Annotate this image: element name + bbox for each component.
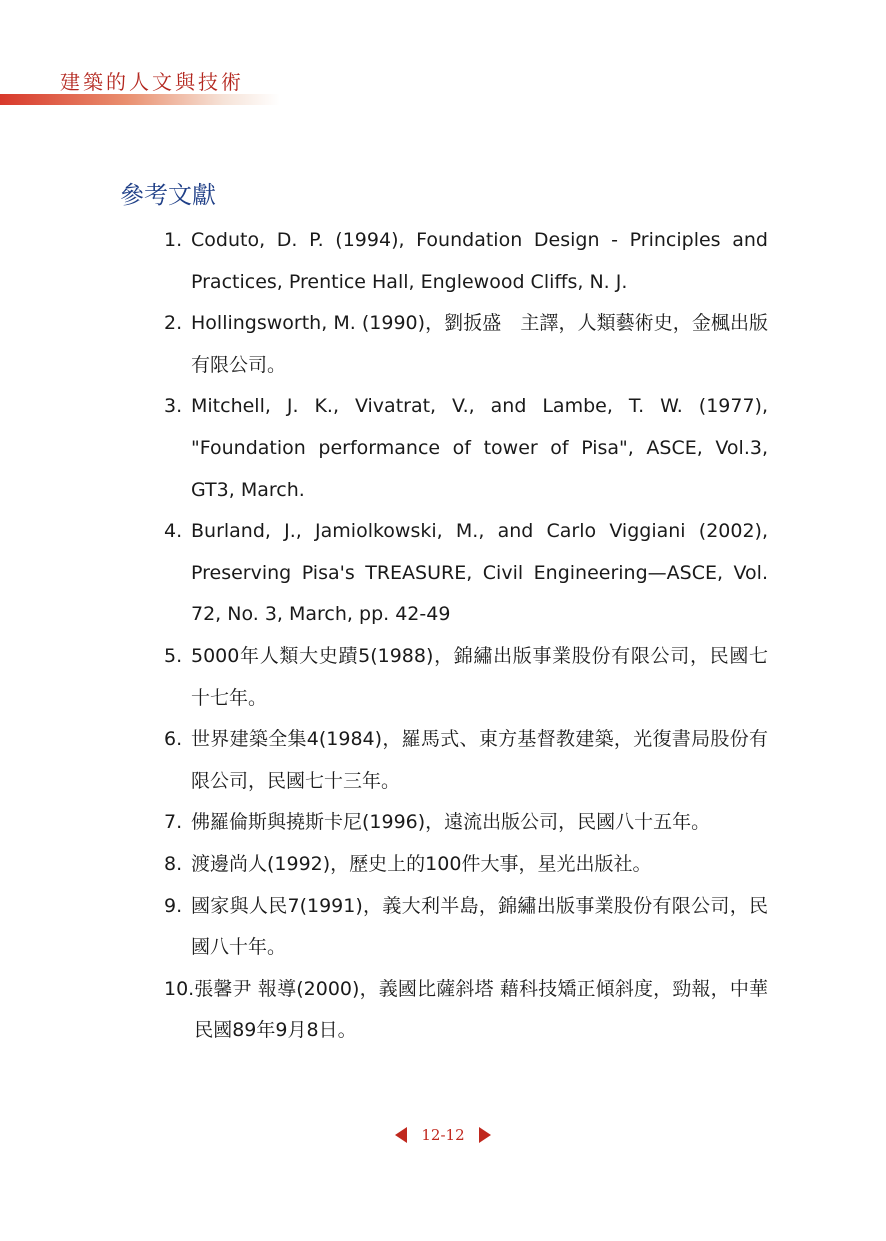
reference-item (164, 386, 768, 511)
reference-number: 3. (164, 395, 183, 418)
reference-number: 2. (164, 312, 183, 335)
reference-number: 6. (164, 728, 183, 751)
reference-list (164, 220, 768, 1052)
reference-item (164, 802, 768, 844)
reference-item (164, 886, 768, 969)
page-navigation (0, 1124, 886, 1146)
reference-text: Coduto, D. P. (1994), Foundation Design - Principles and Practices, Prentice Hall, Englewood Cliffs, N. J. (191, 229, 768, 293)
reference-item (164, 303, 768, 386)
reference-text: 張馨尹 報導(2000)，義國比薩斜塔 藉科技矯正傾斜度，勁報，中華民國89年9月8日。 (194, 977, 768, 1042)
reference-item (164, 636, 768, 719)
reference-item (164, 719, 768, 802)
reference-number: 5. (164, 644, 183, 667)
reference-number: 9. (164, 894, 183, 917)
reference-text: Mitchell, J. K., Vivatrat, V., and Lambe, T. W. (1977), "Foundation performance of tower of Pisa", ASCE, Vol.3, GT3, March. (191, 395, 768, 501)
reference-item (164, 511, 768, 636)
page-number: 12-12 (421, 1126, 465, 1144)
reference-item (164, 220, 768, 303)
reference-number: 1. (164, 229, 183, 251)
reference-text: 渡邊尚人(1992)，歷史上的100件大事，星光出版社。 (191, 852, 652, 875)
reference-item (164, 969, 768, 1052)
next-page-icon[interactable] (479, 1127, 491, 1143)
reference-number: 4. (164, 520, 183, 543)
header-title: 建築的人文與技術 (60, 70, 244, 94)
previous-page-icon[interactable] (395, 1127, 407, 1143)
reference-text: Burland, J., Jamiolkowski, M., and Carlo Viggiani (2002), Preserving Pisa's TREASURE, Civil Engineering—ASCE, Vol. 72, No. 3, March, pp. 42-49 (191, 520, 768, 626)
reference-text: 國家與人民7(1991)，義大利半島，錦繡出版事業股份有限公司，民國八十年。 (191, 894, 768, 959)
reference-text: 5000年人類大史蹟5(1988)，錦繡出版事業股份有限公司，民國七十七年。 (191, 644, 768, 709)
header-accent-bar (0, 94, 280, 105)
reference-number: 8. (164, 852, 183, 875)
section-heading: 參考文獻 (120, 181, 216, 209)
reference-number: 10. (164, 977, 195, 1000)
reference-number: 7. (164, 811, 183, 834)
reference-text: 佛羅倫斯與撓斯卡尼(1996)，遠流出版公司，民國八十五年。 (191, 811, 711, 834)
reference-text: Hollingsworth, M. (1990)，劉扳盛 主譯，人類藝術史，金楓出版有限公司。 (191, 312, 768, 376)
reference-item (164, 844, 768, 886)
reference-text: 世界建築全集4(1984)，羅馬式、東方基督教建築，光復書局股份有限公司，民國七十三年。 (191, 728, 768, 792)
